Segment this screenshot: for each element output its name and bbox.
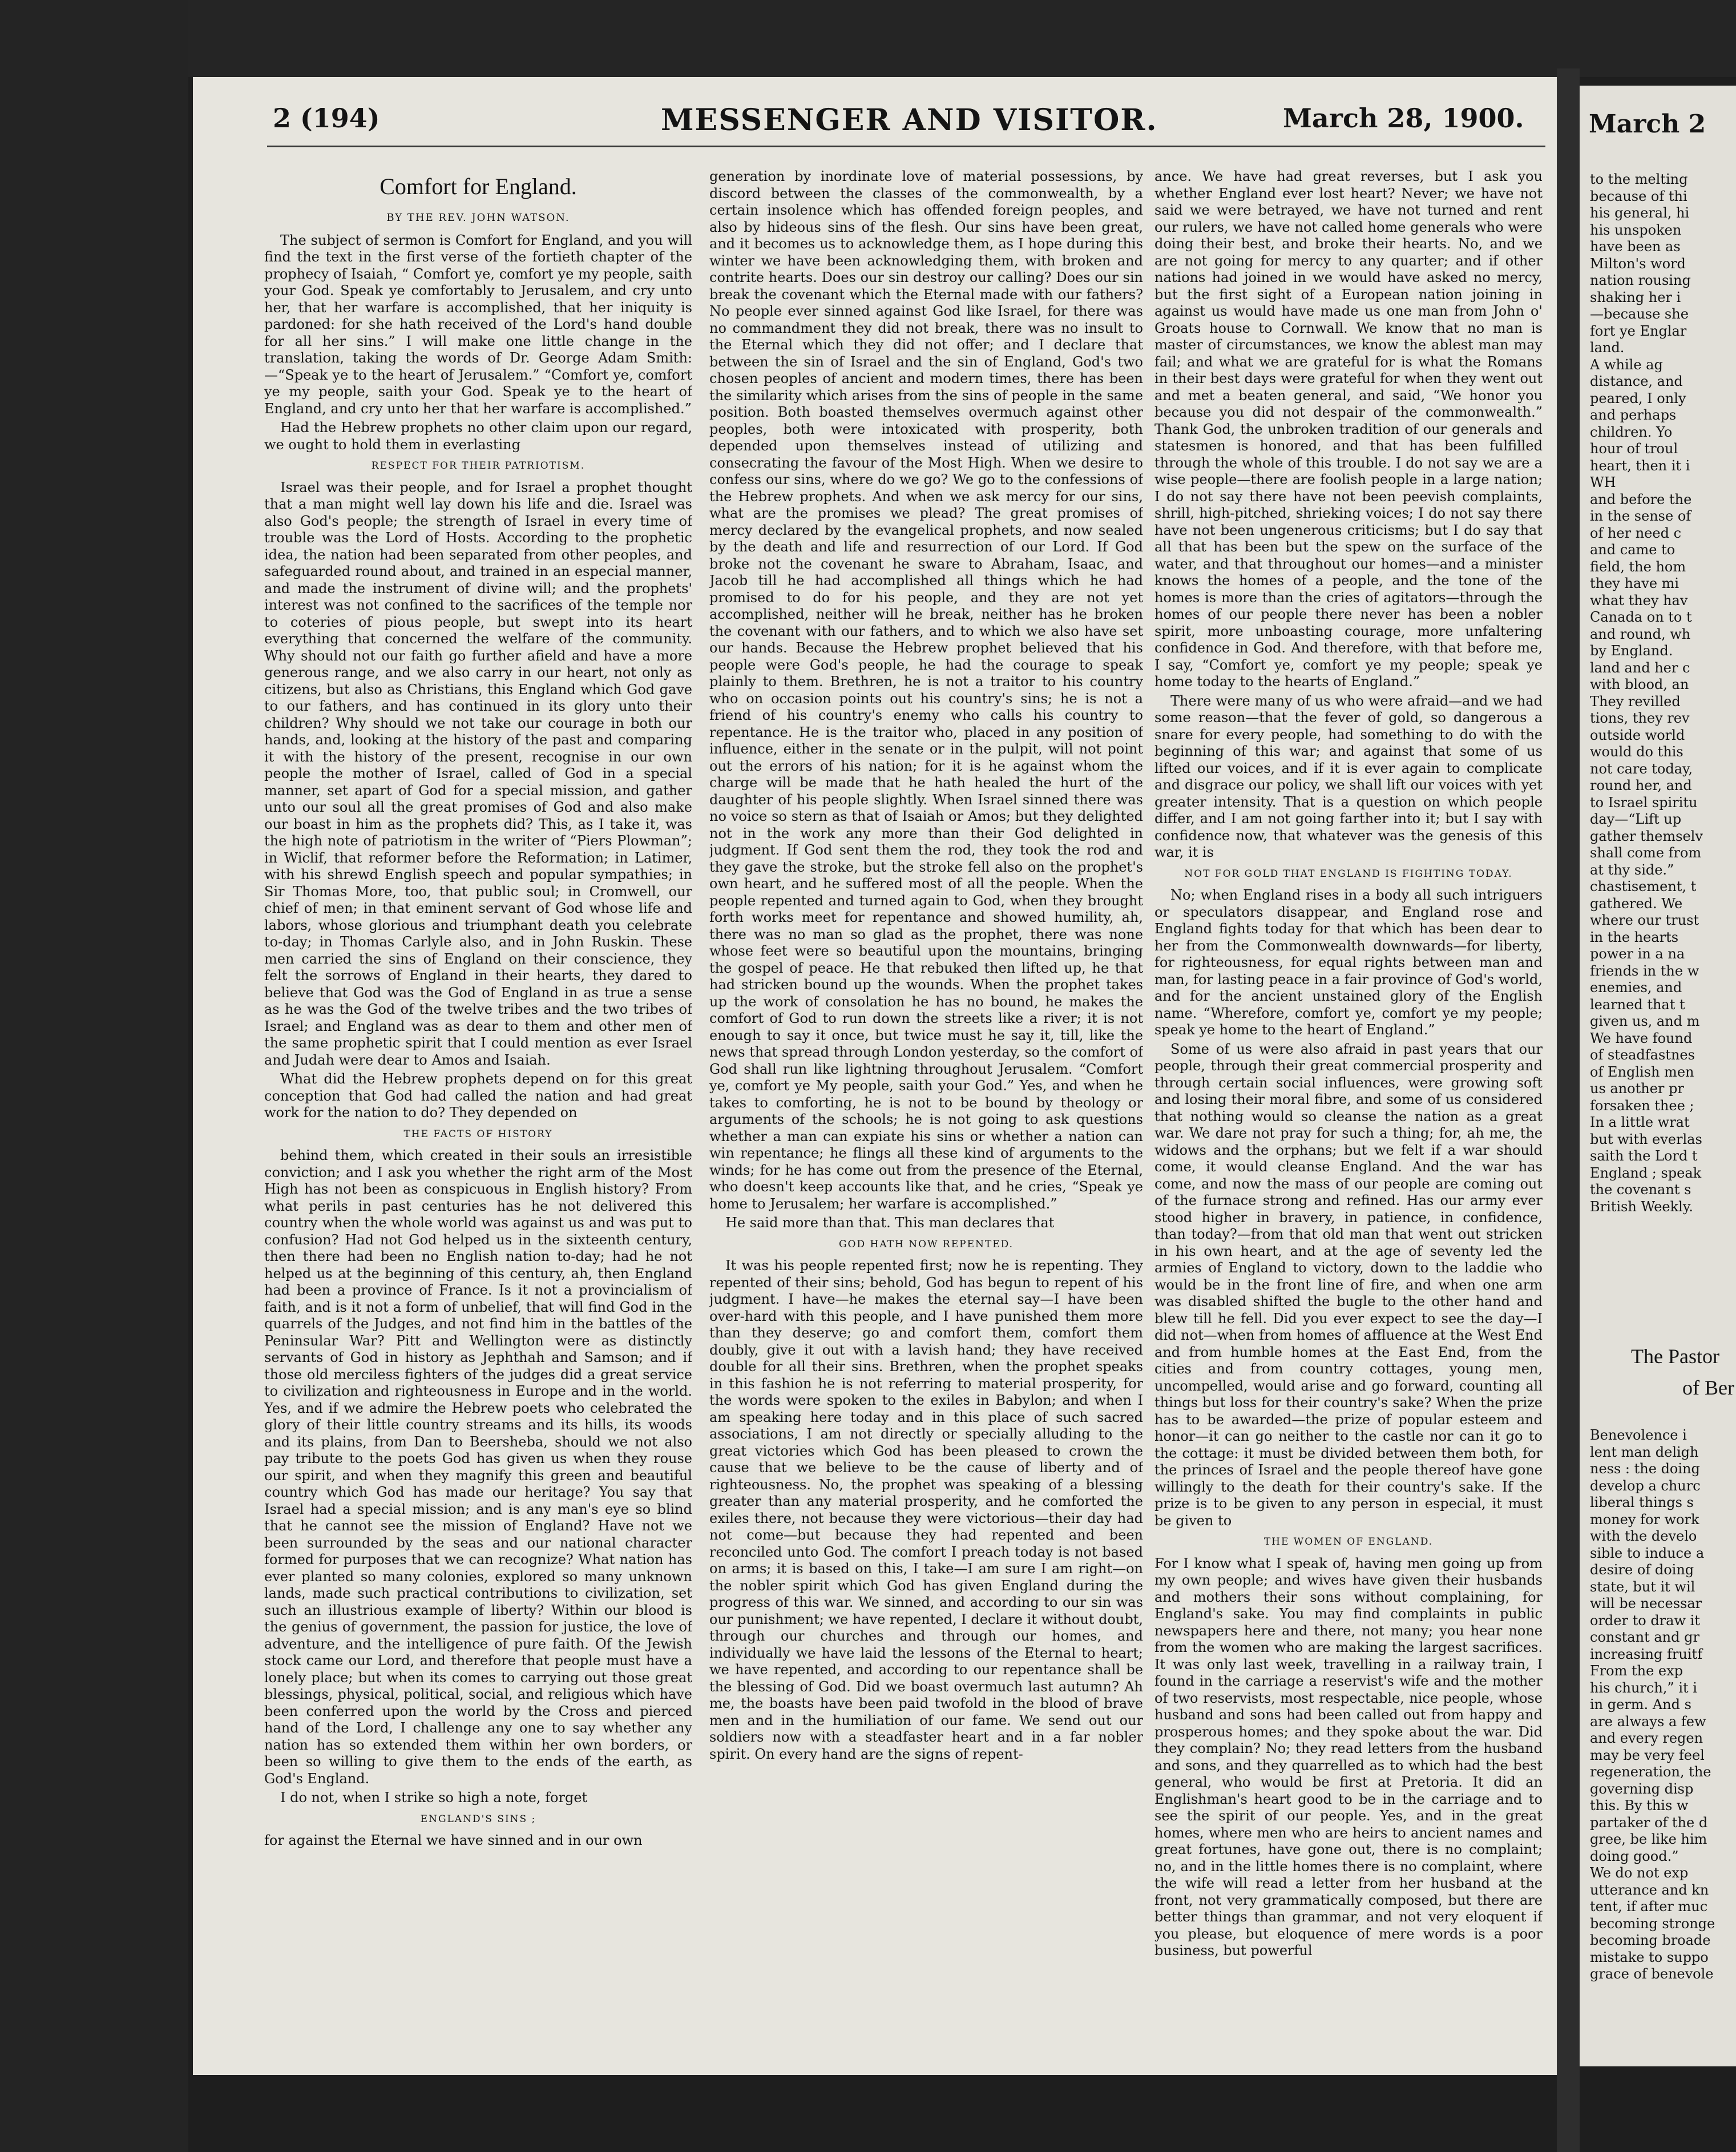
adjacent-line: because of thi	[1590, 188, 1687, 204]
adjacent-line: round her, and	[1590, 777, 1692, 793]
subhead: THE FACTS OF HISTORY	[403, 1128, 553, 1140]
adjacent-line: his general, hi	[1590, 205, 1690, 221]
adjacent-line: to Israel spiritu	[1590, 794, 1698, 811]
adjacent-line: outside world	[1590, 727, 1685, 743]
adjacent-line: and before the	[1590, 491, 1692, 507]
paragraph: ance. We have had great reverses, but I ask you whether England ever lost heart? Never; we have not said we were betrayed, we have not turned and rent our rulers, we have not called home generals who were doing their best, and broke their hearts. No, and we are not going for mercy to any quarter; and if other nations had joined in we would have asked no mercy, but the first sight of a European nation joining in against us would have made us one man from John o' Groats house to Cornwall. We know that no man is master of circumstances, we know the ablest man may fail; and what we are grateful for is what the Romans in their best days were grateful for when they went out and met a beaten general, and said, “We honor you because you did not despair of the commonwealth.” Thank God, the unbroken tradition of our generals and statesmen is honored, and that has been fulfilled through the whole of this trouble. I do not say we are a wise people—there are foolish people in a large nation; I do not say there have not been peevish complaints, shrill, high-pitched, shrieking voices; I do not say there have not been ungenerous criticisms; but I do say that all that has been but the spew on the surface of the water, and that throughout our homes—and a minister knows the homes of a people, and the tone of the homes is more than the cries of agitators—through the homes of our people there never has been a nobler spirit, more unboasting courage, more unfaltering confidence in God. And therefore, with that before me, I say, “Comfort ye, comfort ye my people; speak ye home today to the hearts of England.”	[1154, 168, 1543, 690]
adjacent-line: they have mi	[1590, 575, 1680, 591]
paragraph: generation by inordinate love of material possessions, by discord between the classes of the commonwealth, by a certain insolence which has offended foreign peoples, and also by hideous sins of the flesh. Our sins have been great, and it becomes us to acknowledge them, as I hope during this winter we have been acknowledging them, with broken and contrite hearts. Does our sin destroy our calling? Does our sin break the covenant which the Eternal made with our fathers? No people ever sinned against God like Israel, for there was no commandment they did not break, there was no insult to the Eternal which they did not offer; and I declare that between the sin of Israel and the sin of England, God's two chosen peoples of ancient and modern times, there has been the similarity which arises from the sins of people in the same position. Both boasted themselves overmuch against other peoples, both were intoxicated with prosperity, both depended upon themselves instead of utilizing and consecrating the favour of the Most High. When we desire to confess our sins, where do we go? We go to the confessions of the Hebrew prophets. And when we ask mercy for our sins, what are the promises we plead? The great promises of mercy declared by the evangelical prophets, and now sealed by the death and life and resurrection of our Lord. If God broke not the covenant he sware to Abraham, Isaac, and Jacob till he had accomplished all things which he had promised to do for his people, and they are not yet accomplished, neither will he break, neither has he broken the covenant with our fathers, and to which we also have set our hands. Because the Hebrew prophet believed that his people were God's people, he had the courage to speak plainly to them. Brethren, he is not a traitor to his country who on occasion points out his country's sins; he is not a friend of his country's enemy who calls his country to repentance. He is the traitor who, placed in any position of influence, either in the senate or in the pulpit, will not point out the errors of his nation; for it is he against whom the charge will be made that he hath healed the hurt of the daughter of his people slightly. When Israel sinned there was no voice so stern as that of Isaiah or Amos; but they delighted not in the work any more than their God delighted in judgment. If God sent them the rod, they took the rod and they gave the stroke, but the stroke fell also on the prophet's own heart, and he suffered most of all the people. When the people repented and turned again to God, when they brought forth works meet for repentance and showed humility, ah, there was no man so glad as the prophet, there was none whose feet were so beautiful upon the mountains, bringing the gospel of peace. He that rebuked then lifted up, he that had stricken bound up the wounds. When the prophet takes up the work of consolation he has no bound, he makes the comfort of God to run down the streets like a river; it is not enough to say it once, but twice must he say it, till, like the news that spread through London yesterday, so the comfort of God shall run like lightning throughout Jerusalem. “Comfort ye, comfort ye My people, saith your God.” Yes, and when he takes to comforting, he is not to be bound by theology or arguments of the schools; he is not going to ask questions whether a man can expiate his sins or whether a nation can win repentance; he flings all these kind of arguments to the winds; for he has come out from the presence of the Eternal, who doesn't keep accounts like that, and he cries, “Speak ye home to Jerusalem; her warfare is accomplished.”	[709, 168, 1143, 1212]
adjacent-line: land.	[1590, 340, 1625, 356]
adjacent-line: will be necessar	[1590, 1595, 1702, 1611]
adjacent-line: with the develo	[1590, 1528, 1697, 1544]
adjacent-line: From the exp	[1590, 1663, 1683, 1679]
adjacent-line: British Weekly.	[1590, 1198, 1693, 1215]
adjacent-line: nation rousing	[1590, 272, 1691, 288]
adjacent-line: gree, be like him	[1590, 1831, 1707, 1847]
subhead: THE WOMEN OF ENGLAND.	[1263, 1536, 1434, 1547]
paragraph: He said more than that. This man declares that	[725, 1215, 1055, 1231]
paragraph: Some of us were also afraid in past years that our people, through their great commercial prosperity and through certain social influences, were growing soft and losing their moral fibre, and some of us considered that nothing would so cleanse the nation as a great war. We dare not pray for such a thing; for, ah me, the widows and the orphans; but we felt if a war should come, it would cleanse England. And the war has come, and now the mass of our people are coming out of the furnace strong and refined. Has our army ever stood higher in bravery, in patience, in confidence, than today?—from that old man that went out stricken in his own heart, and at the age of seventy led the armies of England to victory, down to the laddie who would be in the front line of fire, and when one arm was disabled shifted the bugle to the other hand and blew till he fell. Did you ever expect to see the day—I did not—when from homes of affluence at the West End and from humble homes at the East End, from the cities and from country cottages, young men, uncompelled, would arise and go forward, counting all things but loss for their country's sake? When the prize has to be awarded—the prize of popular esteem and honor—it can go neither to the castle nor can it go to the cottage: it must be divided between them both, for the princes of Israel and the people thereof have gone willingly to the death for their country's sake. If the prize is to be given to any person in especial, it must be given to	[1154, 1041, 1543, 1529]
adjacent-line: regeneration, the	[1590, 1764, 1711, 1780]
paragraph: There were many of us who were afraid—and we had some reason—that the fever of gold, so dangerous a snare for every people, had something to do with the beginning of this war; and against that some of us lifted our voices, and if it is ever again to complicate and disgrace our policy, we shall lift our voices with yet greater intensity. That is a question on which people differ, and I am not going farther into it; but I say with confidence now, that whatever was the genesis of this war, it is	[1154, 692, 1543, 860]
adjacent-line: tions, they rev	[1590, 710, 1690, 726]
adjacent-column-bottom	[1590, 1427, 1733, 1983]
column-3	[1154, 168, 1543, 2052]
adjacent-line: day—“Lift up	[1590, 811, 1682, 827]
adjacent-line: lent man deligh	[1590, 1444, 1699, 1460]
adjacent-line: develop a churc	[1590, 1477, 1701, 1494]
column-2	[709, 168, 1143, 2052]
adjacent-line: not care today,	[1590, 760, 1693, 777]
adjacent-line: WH	[1590, 474, 1616, 490]
adjacent-line: children. Yo	[1590, 424, 1673, 440]
adjacent-page-date: March 2	[1589, 110, 1706, 139]
adjacent-line: given us, and m	[1590, 1013, 1700, 1029]
adjacent-line: saith the Lord t	[1590, 1148, 1698, 1164]
adjacent-line: increasing fruitf	[1590, 1646, 1703, 1662]
subhead: ENGLAND'S SINS ;	[420, 1813, 536, 1825]
adjacent-line: forsaken thee ;	[1590, 1097, 1694, 1114]
adjacent-line: and came to	[1590, 542, 1676, 558]
page-number: 2 (194)	[273, 103, 380, 134]
adjacent-line: and every regen	[1590, 1730, 1703, 1746]
paragraph: for against the Eternal we have sinned and in our own	[264, 1832, 643, 1848]
scan-frame-top	[0, 0, 1736, 77]
adjacent-line: chastisement, t	[1590, 878, 1697, 894]
paragraph: What did the Hebrew prophets depend on for this great conception that God had called the nation and had great work for the nation to do? They depended on	[264, 1071, 692, 1121]
adjacent-line: learned that t	[1590, 996, 1685, 1013]
subhead: NOT FOR GOLD THAT ENGLAND IS FIGHTING TODAY.	[1184, 868, 1513, 880]
adjacent-line: desire of doing	[1590, 1562, 1694, 1578]
adjacent-line: in germ. And s	[1590, 1696, 1691, 1712]
adjacent-line: would do this	[1590, 744, 1683, 760]
adjacent-line: gathered. We	[1590, 895, 1683, 912]
adjacent-line: We have found	[1590, 1030, 1693, 1046]
adjacent-line: constant and gr	[1590, 1629, 1699, 1645]
adjacent-line: to the melting	[1590, 171, 1688, 187]
adjacent-line: us another pr	[1590, 1081, 1684, 1097]
adjacent-line: partaker of the d	[1590, 1814, 1708, 1831]
adjacent-line: doing good.”	[1590, 1848, 1679, 1864]
adjacent-line: of her need c	[1590, 525, 1682, 541]
adjacent-line: and round, wh	[1590, 626, 1691, 642]
adjacent-line: They revilled	[1590, 693, 1681, 710]
adjacent-article-title: The Pastor	[1631, 1345, 1719, 1368]
adjacent-line: state, but it wil	[1590, 1578, 1695, 1595]
adjacent-line: Milton's word	[1590, 255, 1686, 272]
adjacent-line: power in a na	[1590, 946, 1685, 962]
adjacent-article-title-2: of Ber	[1682, 1376, 1734, 1399]
page-gutter	[1557, 68, 1580, 2152]
adjacent-line: utterance and kn	[1590, 1881, 1709, 1898]
newspaper-page	[193, 77, 1557, 2075]
adjacent-line: —because she	[1590, 306, 1689, 322]
adjacent-line: Canada on to t	[1590, 609, 1692, 625]
adjacent-line: his unspoken	[1590, 221, 1682, 238]
adjacent-line: hour of troul	[1590, 441, 1678, 457]
paragraph: No; when England rises in a body all such intriguers or speculators disappear, and England rose and England fights today for that which has been dear to her from the Commonwealth downwards—for liberty, for righteousness, for equal rights between man and man, for lasting peace in a fair province of God's world, and for the ancient unstained glory of the English name. “Wherefore, comfort ye, comfort ye my people; speak ye home to the heart of England.”	[1154, 887, 1543, 1038]
paragraph: I do not, when I strike so high a note, forget	[280, 1790, 588, 1806]
adjacent-line: shaking her i	[1590, 289, 1681, 305]
adjacent-line: field, the hom	[1590, 558, 1686, 575]
adjacent-line: order to draw it	[1590, 1612, 1700, 1629]
adjacent-line: this. By this w	[1590, 1798, 1689, 1814]
adjacent-line: the covenant s	[1590, 1182, 1691, 1198]
adjacent-line: distance, and	[1590, 373, 1683, 389]
article-byline: BY THE REV. JOHN WATSON.	[386, 212, 570, 224]
adjacent-line: his church,” it i	[1590, 1679, 1697, 1696]
subhead: RESPECT FOR THEIR PATRIOTISM.	[371, 460, 586, 471]
adjacent-line: In a little wrat	[1590, 1114, 1690, 1130]
adjacent-line: with blood, an	[1590, 676, 1689, 692]
adjacent-line: of English men	[1590, 1063, 1694, 1080]
adjacent-page-edge	[1580, 86, 1736, 2066]
adjacent-line: in the sense of	[1590, 508, 1691, 524]
adjacent-line: are always a few	[1590, 1713, 1706, 1730]
adjacent-line: at thy side.”	[1590, 861, 1674, 878]
adjacent-line: have been as	[1590, 239, 1681, 255]
adjacent-line: land and her c	[1590, 659, 1690, 676]
adjacent-line: enemies, and	[1590, 980, 1682, 996]
adjacent-line: money for work	[1590, 1511, 1699, 1528]
adjacent-line: where our trust	[1590, 912, 1699, 928]
adjacent-line: governing disp	[1590, 1780, 1694, 1797]
adjacent-line: becoming stronge	[1590, 1915, 1715, 1932]
subhead: GOD HATH NOW REPENTED.	[838, 1238, 1014, 1250]
scan-frame-left	[0, 0, 188, 2152]
adjacent-line: liberal things s	[1590, 1494, 1694, 1510]
adjacent-line: We do not exp	[1590, 1865, 1689, 1881]
paper-title: MESSENGER AND VISITOR.	[661, 103, 1158, 138]
issue-date: March 28, 1900.	[1283, 103, 1524, 134]
adjacent-line: heart, then it i	[1590, 457, 1690, 474]
paragraph: behind them, which created in their souls an irresistible conviction; and I ask you whether the right arm of the Most High has not been as conspicuous in English history? From what perils in past centuries has he not delivered this country when the whole world was against us and was put to confusion? Had not God helped us in the sixteenth century, then there had been no English nation to-day; had he not helped us at the beginning of this century, ah, then England had been a province of France. Is it not a provincialism of faith, and is it not a form of unbelief, that will find God in the quarrels of the Judges, and not find him in the battles of the Peninsular War? Pitt and Wellington were as distinctly servants of God in history as Jephthah and Samson; and if those old merciless fighters of the judges did a great service to civilization and righteousness in Europe and in the world. Yes, and if we admire the Hebrew poets who celebrated the glory of their little country streams and its hills, its woods and its plains, from Dan to Beersheba, should we not also pay tribute to the poets God has given us when they rouse our spirit, and when they magnify this green and beautiful country which God has made our heritage? You say that Israel had a special mission; and is any man's eye so blind that he cannot see the mission of England? Have not we been surrounded by the seas and our national character formed for purposes that we can recognize? What nation has ever planted so many colonies, explored so many unknown lands, made such practical contributions to civilization, set such an illustrious example of liberty? Within our blood is the genius of government, the passion for justice, the love of adventure, and the intelligence of pure faith. Of the Jewish stock came our Lord, and therefore that people must have a lonely place; but when its comes to carrying out those great blessings, physical, political, social, and religious which have been conferred upon the world by the Cross and pierced hand of the Lord, I challenge any one to say whether any nation has so extended them within her own borders, or been so willing to give them to the ends of the earth, as God's England.	[264, 1147, 692, 1787]
adjacent-line: gather themselv	[1590, 828, 1703, 844]
adjacent-line: England ; speak	[1590, 1164, 1702, 1181]
adjacent-line: friends in the w	[1590, 962, 1699, 979]
adjacent-line: by England.	[1590, 643, 1673, 659]
adjacent-line: A while ag	[1590, 356, 1663, 373]
adjacent-line: grace of benevole	[1590, 1966, 1714, 1982]
article-title: Comfort for England.	[380, 174, 577, 199]
adjacent-column-top	[1590, 171, 1733, 1215]
paragraph: The subject of sermon is Comfort for England, and you will find the text in the first verse of the fortieth chapter of the prophecy of Isaiah, “ Comfort ye, comfort ye my people, saith your God. Speak ye comfortably to Jerusalem, and cry unto her, that her warfare is accomplished, that her iniquity is pardoned: for she hath received of the Lord's hand double for all her sins.” I will make one little change in the translation, taking the words of Dr. George Adam Smith:—“Speak ye to the heart of Jerusalem.” “Comfort ye, comfort ye my people, saith your God. Speak ye to the heart of England, and cry unto her that her warfare is accomplished.”	[264, 232, 692, 417]
adjacent-line: what they hav	[1590, 592, 1688, 608]
adjacent-line: mistake to suppo	[1590, 1949, 1709, 1965]
adjacent-line: sible to induce a	[1590, 1545, 1705, 1561]
adjacent-line: ness : the doing	[1590, 1461, 1700, 1477]
paragraph: Israel was their people, and for Israel a prophet thought that a man might well lay down his life and die. Israel was also God's people; the strength of Israel in every time of trouble was the Lord of Hosts. According to the prophetic idea, the nation had been separated from other peoples, and safeguarded round about, and trained in an especial manner, and made the instrument of divine will; and the prophets' interest was not confined to the sacrifices of the temple nor to coteries of pious people, but swept into its heart everything that concerned the welfare of the community. Why should not our faith go further afield and have a more generous range, and we also carry in our heart, not only as citizens, but also as Christians, this England which God gave to our fathers, and has continued in its glory unto their children? Why should we not take our courage in both our hands, and, looking at the history of the past and comparing it with the history of the present, recognise in our own people the mother of Israel, called of God in a special manner, set apart of God for a special mission, and gather unto our soul all the great promises of God and also make our boast in him as the prophets did? This, as I take it, was the high note of patriotism in the writer of “Piers Plowman”; in Wiclif, that reformer before the Reformation; in Latimer, with his shrewd English speech and popular sympathies; in Sir Thomas More, too, that public soul; in Cromwell, our chief of men; in that eminent servant of God whose life and labors, whose glorious and triumphant death you celebrate to-day; in Thomas Carlyle also, and in John Ruskin. These men carried the sins of England on their conscience, they felt the sorrows of England in their hearts, they dared to believe that God was the God of England in as true a sense as he was the God of the twelve tribes and the two tribes of Israel; and England was as dear to them and other men of the same prophetic spirit that I could mention as ever Israel and Judah were dear to Amos and Isaiah.	[264, 479, 692, 1068]
adjacent-line: tent, if after muc	[1590, 1899, 1708, 1915]
adjacent-line: shall come from	[1590, 845, 1702, 861]
paragraph: Had the Hebrew prophets no other claim upon our regard, we ought to hold them in everlasting	[264, 420, 692, 453]
masthead-rule	[267, 146, 1545, 147]
column-1	[264, 168, 692, 2052]
adjacent-line: fort ye Englar	[1590, 323, 1687, 339]
adjacent-line: Benevolence i	[1590, 1427, 1687, 1443]
adjacent-line: and perhaps	[1590, 407, 1677, 423]
adjacent-line: but with everlas	[1590, 1131, 1702, 1147]
adjacent-line: in the hearts	[1590, 929, 1679, 945]
adjacent-line: becoming broade	[1590, 1932, 1711, 1948]
paragraph: It was his people repented first; now he is repenting. They repented of their sins; behold, God has begun to repent of his judgment. I have—he makes the eternal say—I have been over-hard with this people, and I have punished them more than they deserve; go and comfort them, comfort them doubly, give it out with a lavish hand; they have received double for all their sins. Brethren, when the prophet speaks in this fashion he is not referring to material prosperity, for the words were spoken to the exiles in Babylon; and when I am speaking here today and in this place of such sacred associations, I am not directly or specially alluding to the great victories which God has been pleased to crown the cause that we believe to be the cause of liberty and of righteousness. No, the prophet was speaking of a blessing greater than any material prosperity, and he comforted the exiles there, not because they were victorious—their day had not come—but because they had repented and been reconciled unto God. The comfort I preach today is not based on arms; it is based on this, I take—I am sure I am right—on the nobler spirit which God has given England during the progress of this war. We sinned, and according to our sin was our punishment; we have repented, I declare it without doubt, through our churches and through our homes, and individually we have laid the lessons of the Eternal to heart; we have repented, and according to our repentance shall be the blessing of God. Did we boast overmuch last autumn? Ah me, the boasts have been paid twofold in the blood of brave men and in the humiliation of our fame. We send out our soldiers now with a steadfaster heart and in a far nobler spirit. On every hand are the signs of repent-	[709, 1258, 1143, 1762]
adjacent-line: of steadfastnes	[1590, 1047, 1695, 1063]
adjacent-line: may be very feel	[1590, 1747, 1705, 1763]
paragraph: For I know what I speak of, having men going up from my own people; and wives have given their husbands and mothers their sons without complaining, for England's sake. You may find complaints in public newspapers here and there, not many; you hear none from the women who are making the largest sacrifices. It was only last week, travelling in a railway train, I found in the carriage a reservist's wife and the mother of two reservists, most respectable, nice people, whose husband and sons had been called out from happy and prosperous homes; and they spoke about the war. Did they complain? No; they read letters from the husband and sons, and they quarrelled as to which had the best general, who would be first at Pretoria. It did an Englishman's heart good to be in the carriage and to see the spirit of our people. Yes, and in the great homes, where men who are heirs to ancient names and great fortunes, have gone out, there is no complaint; no, and in the little homes there is no complaint, where the wife will read a letter from her husband at the front, not very grammatically composed, but there are better things than grammar, and not very eloquent if you please, but eloquence of mere words is a poor business, but powerful	[1154, 1555, 1543, 1958]
adjacent-line: peared, I only	[1590, 390, 1686, 406]
